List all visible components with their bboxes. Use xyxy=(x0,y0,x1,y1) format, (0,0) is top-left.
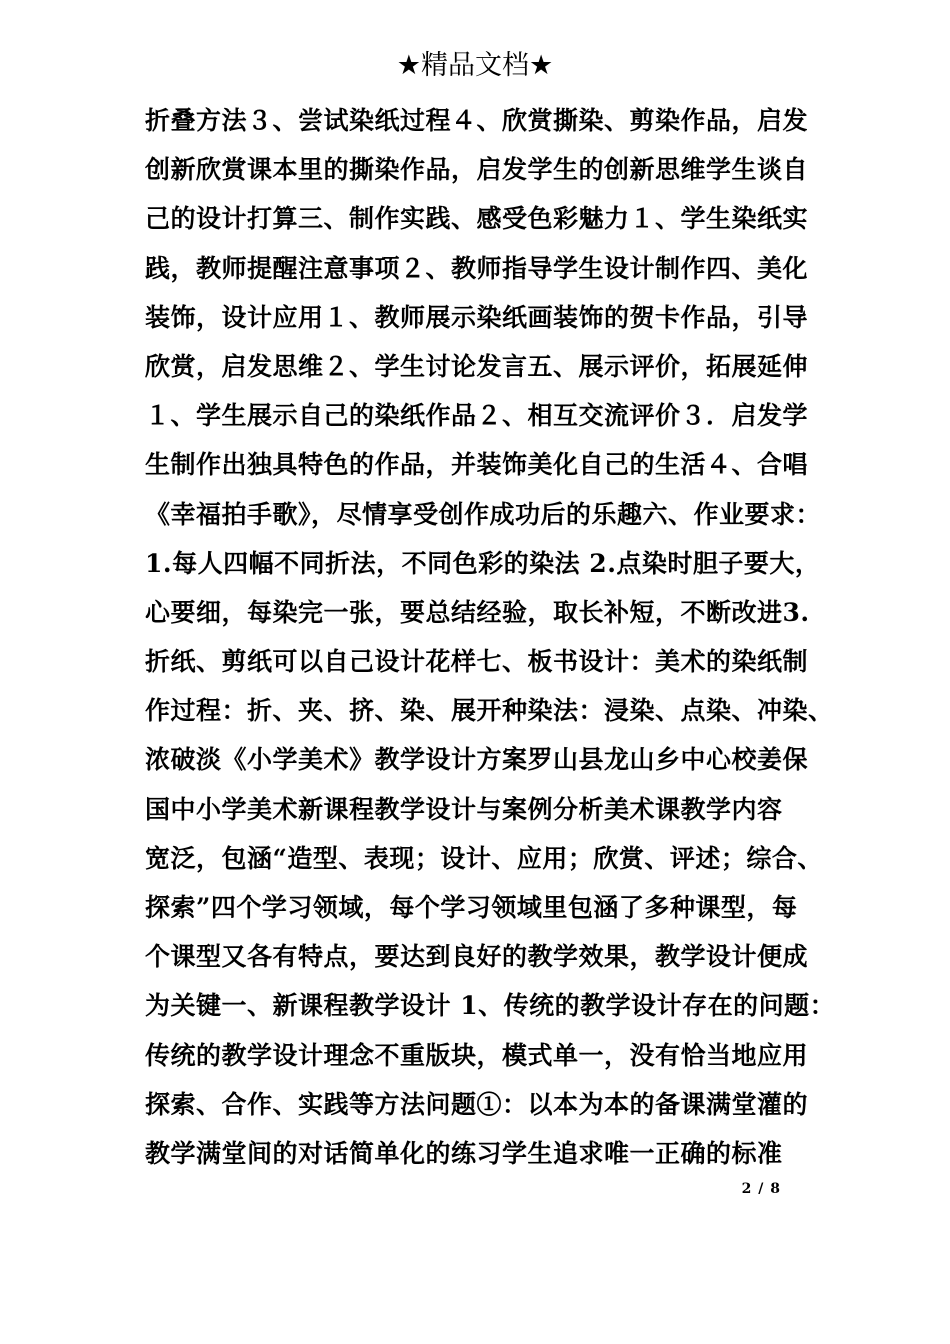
text-line: 浓破淡《小学美术》教学设计方案罗山县龙山乡中心校姜保 xyxy=(145,745,809,775)
text-line: 欣赏，启发思维２、学生讨论发言五、展示评价，拓展延伸 xyxy=(145,351,809,381)
page-number: 2 / 8 xyxy=(741,1181,780,1197)
text-line: 国中小学美术新课程教学设计与案例分析美术课教学内容 xyxy=(145,794,783,824)
text-line: 《幸福拍手歌》，尽情享受创作成功后的乐趣六、作业要求： xyxy=(145,499,822,529)
text-line: 探索”四个学习领域，每个学习领域里包涵了多种课型，每 xyxy=(145,893,798,922)
text-line: 折纸、剪纸可以自己设计花样七、板书设计：美术的染纸制 xyxy=(145,647,809,677)
document-body xyxy=(145,96,845,1178)
text-line: 1.每人四幅不同折法，不同色彩的染法 2.点染时胆子要大， xyxy=(145,548,821,578)
text-line: 为关键一、新课程教学设计 1、传统的教学设计存在的问题： xyxy=(145,991,836,1021)
text-line: 心要细，每染完一张，要总结经验，取长补短，不断改进3. xyxy=(145,597,810,627)
text-line: 生制作出独具特色的作品，并装饰美化自己的生活４、合唱 xyxy=(145,450,809,480)
text-line: 己的设计打算三、制作实践、感受色彩魅力１、学生染纸实 xyxy=(145,204,809,234)
page-header-title: ★精品文档★ xyxy=(396,50,554,81)
text-line: 折叠方法３、尝试染纸过程４、欣赏撕染、剪染作品，启发 xyxy=(145,106,809,135)
text-line: 教学满堂间的对话简单化的练习学生追求唯一正确的标准 xyxy=(145,1138,783,1168)
text-line: 作过程：折、夹、挤、染、展开种染法：浸染、点染、冲染、 xyxy=(145,696,834,726)
text-line: 践，教师提醒注意事项２、教师指导学生设计制作四、美化 xyxy=(145,253,809,283)
text-line: 探索、合作、实践等方法问题①：以本为本的备课满堂灌的 xyxy=(145,1089,809,1119)
text-line: 传统的教学设计理念不重版块，模式单一，没有恰当地应用 xyxy=(145,1040,809,1070)
text-line: 宽泛，包涵“造型、表现；设计、应用；欣赏、评述；综合、 xyxy=(145,843,823,873)
text-line: 创新欣赏课本里的撕染作品，启发学生的创新思维学生谈自 xyxy=(145,155,809,185)
text-line: 装饰，设计应用１、教师展示染纸画装饰的贺卡作品，引导 xyxy=(145,302,809,332)
text-line: １、学生展示自己的染纸作品２、相互交流评价３．启发学 xyxy=(145,401,809,431)
text-line: 个课型又各有特点，要达到良好的教学效果，教学设计便成 xyxy=(145,942,809,972)
